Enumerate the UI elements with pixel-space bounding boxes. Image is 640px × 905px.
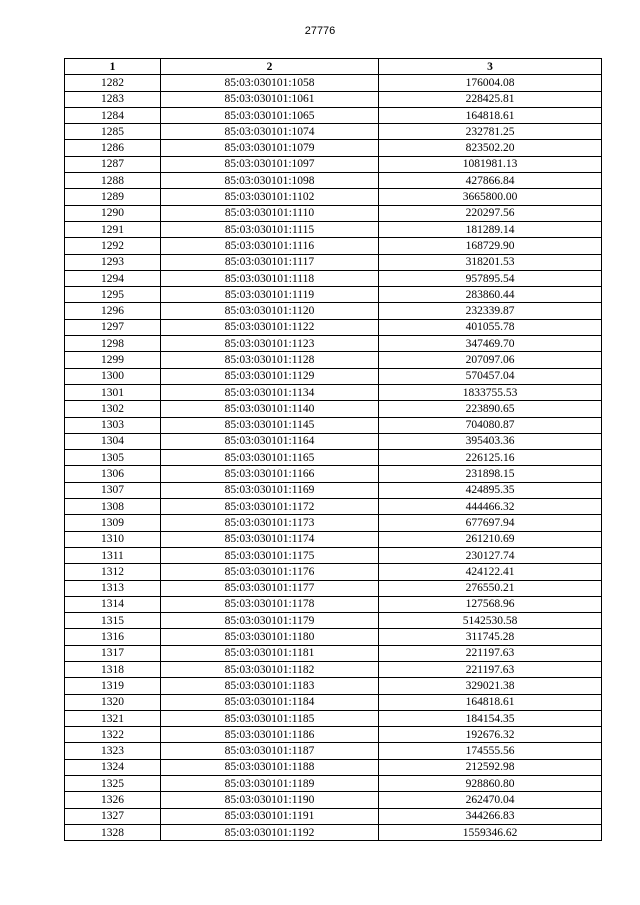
cadastral-number-cell: 85:03:030101:1182 [161, 661, 379, 677]
cadastral-number-cell: 85:03:030101:1061 [161, 91, 379, 107]
table-row [65, 401, 602, 417]
table-row [65, 238, 602, 254]
cadastral-number-cell: 85:03:030101:1120 [161, 303, 379, 319]
cadastral-number-cell: 85:03:030101:1110 [161, 205, 379, 221]
cadastral-number-cell: 85:03:030101:1134 [161, 384, 379, 400]
row-number-cell: 1309 [65, 515, 161, 531]
value-cell: 192676.32 [379, 727, 602, 743]
value-cell: 261210.69 [379, 531, 602, 547]
value-cell: 570457.04 [379, 368, 602, 384]
value-cell: 427866.84 [379, 173, 602, 189]
table-row [65, 710, 602, 726]
row-number-cell: 1323 [65, 743, 161, 759]
value-cell: 232339.87 [379, 303, 602, 319]
table-row [65, 645, 602, 661]
table-row [65, 384, 602, 400]
cadastral-number-cell: 85:03:030101:1098 [161, 173, 379, 189]
value-cell: 283860.44 [379, 287, 602, 303]
cadastral-number-cell: 85:03:030101:1178 [161, 596, 379, 612]
table-row [65, 743, 602, 759]
table-row [65, 629, 602, 645]
value-cell: 164818.61 [379, 107, 602, 123]
cadastral-number-cell: 85:03:030101:1097 [161, 156, 379, 172]
value-cell: 424122.41 [379, 564, 602, 580]
cadastral-number-cell: 85:03:030101:1118 [161, 270, 379, 286]
value-cell: 3665800.00 [379, 189, 602, 205]
table-row [65, 319, 602, 335]
cadastral-number-cell: 85:03:030101:1192 [161, 824, 379, 840]
table-row [65, 303, 602, 319]
table-row [65, 482, 602, 498]
value-cell: 184154.35 [379, 710, 602, 726]
value-cell: 1833755.53 [379, 384, 602, 400]
table-row [65, 287, 602, 303]
row-number-cell: 1317 [65, 645, 161, 661]
value-cell: 311745.28 [379, 629, 602, 645]
table-row [65, 547, 602, 563]
table-row [65, 433, 602, 449]
row-number-cell: 1308 [65, 499, 161, 515]
cadastral-number-cell: 85:03:030101:1175 [161, 547, 379, 563]
table-body [65, 75, 602, 841]
row-number-cell: 1296 [65, 303, 161, 319]
value-cell: 221197.63 [379, 661, 602, 677]
value-cell: 704080.87 [379, 417, 602, 433]
row-number-cell: 1327 [65, 808, 161, 824]
value-cell: 168729.90 [379, 238, 602, 254]
cadastral-number-cell: 85:03:030101:1116 [161, 238, 379, 254]
table-row [65, 466, 602, 482]
value-cell: 1559346.62 [379, 824, 602, 840]
cadastral-number-cell: 85:03:030101:1183 [161, 678, 379, 694]
row-number-cell: 1292 [65, 238, 161, 254]
value-cell: 164818.61 [379, 694, 602, 710]
row-number-cell: 1287 [65, 156, 161, 172]
cadastral-number-cell: 85:03:030101:1169 [161, 482, 379, 498]
value-cell: 226125.16 [379, 450, 602, 466]
cadastral-number-cell: 85:03:030101:1165 [161, 450, 379, 466]
row-number-cell: 1284 [65, 107, 161, 123]
row-number-cell: 1294 [65, 270, 161, 286]
cadastral-number-cell: 85:03:030101:1185 [161, 710, 379, 726]
table-row [65, 450, 602, 466]
row-number-cell: 1312 [65, 564, 161, 580]
row-number-cell: 1304 [65, 433, 161, 449]
value-cell: 220297.56 [379, 205, 602, 221]
table-row [65, 678, 602, 694]
cadastral-number-cell: 85:03:030101:1119 [161, 287, 379, 303]
value-cell: 928860.80 [379, 776, 602, 792]
cadastral-number-cell: 85:03:030101:1115 [161, 221, 379, 237]
row-number-cell: 1288 [65, 173, 161, 189]
header-col-1: 1 [65, 59, 161, 75]
value-cell: 231898.15 [379, 466, 602, 482]
row-number-cell: 1310 [65, 531, 161, 547]
cadastral-number-cell: 85:03:030101:1140 [161, 401, 379, 417]
row-number-cell: 1321 [65, 710, 161, 726]
row-number-cell: 1298 [65, 336, 161, 352]
cadastral-number-cell: 85:03:030101:1173 [161, 515, 379, 531]
cadastral-number-cell: 85:03:030101:1180 [161, 629, 379, 645]
cadastral-number-cell: 85:03:030101:1189 [161, 776, 379, 792]
row-number-cell: 1299 [65, 352, 161, 368]
value-cell: 262470.04 [379, 792, 602, 808]
cadastral-number-cell: 85:03:030101:1190 [161, 792, 379, 808]
table-row [65, 205, 602, 221]
cadastral-number-cell: 85:03:030101:1181 [161, 645, 379, 661]
header-row [65, 59, 602, 75]
data-table [64, 58, 602, 841]
value-cell: 5142530.58 [379, 613, 602, 629]
value-cell: 127568.96 [379, 596, 602, 612]
cadastral-number-cell: 85:03:030101:1179 [161, 613, 379, 629]
row-number-cell: 1328 [65, 824, 161, 840]
cadastral-number-cell: 85:03:030101:1129 [161, 368, 379, 384]
row-number-cell: 1297 [65, 319, 161, 335]
row-number-cell: 1313 [65, 580, 161, 596]
row-number-cell: 1311 [65, 547, 161, 563]
table-row [65, 189, 602, 205]
cadastral-number-cell: 85:03:030101:1058 [161, 75, 379, 91]
value-cell: 228425.81 [379, 91, 602, 107]
value-cell: 221197.63 [379, 645, 602, 661]
value-cell: 444466.32 [379, 499, 602, 515]
table-row [65, 661, 602, 677]
row-number-cell: 1286 [65, 140, 161, 156]
table-row [65, 75, 602, 91]
cadastral-number-cell: 85:03:030101:1123 [161, 336, 379, 352]
table-row [65, 694, 602, 710]
value-cell: 232781.25 [379, 124, 602, 140]
table-row [65, 613, 602, 629]
cadastral-number-cell: 85:03:030101:1128 [161, 352, 379, 368]
value-cell: 677697.94 [379, 515, 602, 531]
row-number-cell: 1305 [65, 450, 161, 466]
value-cell: 401055.78 [379, 319, 602, 335]
row-number-cell: 1325 [65, 776, 161, 792]
value-cell: 395403.36 [379, 433, 602, 449]
value-cell: 181289.14 [379, 221, 602, 237]
table-row [65, 336, 602, 352]
table-row [65, 221, 602, 237]
table-row [65, 91, 602, 107]
value-cell: 347469.70 [379, 336, 602, 352]
cadastral-number-cell: 85:03:030101:1102 [161, 189, 379, 205]
row-number-cell: 1300 [65, 368, 161, 384]
table-row [65, 254, 602, 270]
row-number-cell: 1301 [65, 384, 161, 400]
cadastral-number-cell: 85:03:030101:1191 [161, 808, 379, 824]
header-col-3: 3 [379, 59, 602, 75]
table-header [65, 59, 602, 75]
row-number-cell: 1324 [65, 759, 161, 775]
cadastral-number-cell: 85:03:030101:1184 [161, 694, 379, 710]
cadastral-number-cell: 85:03:030101:1172 [161, 499, 379, 515]
row-number-cell: 1322 [65, 727, 161, 743]
row-number-cell: 1303 [65, 417, 161, 433]
table-row [65, 776, 602, 792]
cadastral-number-cell: 85:03:030101:1145 [161, 417, 379, 433]
row-number-cell: 1320 [65, 694, 161, 710]
row-number-cell: 1314 [65, 596, 161, 612]
value-cell: 823502.20 [379, 140, 602, 156]
table-row [65, 270, 602, 286]
row-number-cell: 1302 [65, 401, 161, 417]
cadastral-number-cell: 85:03:030101:1187 [161, 743, 379, 759]
table-row [65, 727, 602, 743]
cadastral-number-cell: 85:03:030101:1065 [161, 107, 379, 123]
value-cell: 223890.65 [379, 401, 602, 417]
cadastral-number-cell: 85:03:030101:1122 [161, 319, 379, 335]
table-row [65, 140, 602, 156]
row-number-cell: 1326 [65, 792, 161, 808]
table-row [65, 759, 602, 775]
table-row [65, 352, 602, 368]
table-row [65, 417, 602, 433]
row-number-cell: 1289 [65, 189, 161, 205]
row-number-cell: 1316 [65, 629, 161, 645]
value-cell: 344266.83 [379, 808, 602, 824]
value-cell: 424895.35 [379, 482, 602, 498]
row-number-cell: 1291 [65, 221, 161, 237]
value-cell: 207097.06 [379, 352, 602, 368]
table-row [65, 792, 602, 808]
table-row [65, 107, 602, 123]
table-row [65, 156, 602, 172]
row-number-cell: 1295 [65, 287, 161, 303]
table-row [65, 173, 602, 189]
value-cell: 329021.38 [379, 678, 602, 694]
cadastral-number-cell: 85:03:030101:1079 [161, 140, 379, 156]
table-row [65, 824, 602, 840]
value-cell: 276550.21 [379, 580, 602, 596]
cadastral-number-cell: 85:03:030101:1117 [161, 254, 379, 270]
cadastral-number-cell: 85:03:030101:1166 [161, 466, 379, 482]
table-row [65, 808, 602, 824]
header-col-2: 2 [161, 59, 379, 75]
table-row [65, 124, 602, 140]
value-cell: 1081981.13 [379, 156, 602, 172]
row-number-cell: 1306 [65, 466, 161, 482]
cadastral-number-cell: 85:03:030101:1176 [161, 564, 379, 580]
table-row [65, 531, 602, 547]
row-number-cell: 1285 [65, 124, 161, 140]
value-cell: 212592.98 [379, 759, 602, 775]
table-row [65, 564, 602, 580]
cadastral-number-cell: 85:03:030101:1186 [161, 727, 379, 743]
cadastral-number-cell: 85:03:030101:1177 [161, 580, 379, 596]
cadastral-number-cell: 85:03:030101:1164 [161, 433, 379, 449]
row-number-cell: 1319 [65, 678, 161, 694]
row-number-cell: 1290 [65, 205, 161, 221]
row-number-cell: 1282 [65, 75, 161, 91]
value-cell: 176004.08 [379, 75, 602, 91]
row-number-cell: 1293 [65, 254, 161, 270]
table-row [65, 368, 602, 384]
row-number-cell: 1283 [65, 91, 161, 107]
cadastral-number-cell: 85:03:030101:1174 [161, 531, 379, 547]
cadastral-number-cell: 85:03:030101:1188 [161, 759, 379, 775]
row-number-cell: 1307 [65, 482, 161, 498]
value-cell: 957895.54 [379, 270, 602, 286]
value-cell: 230127.74 [379, 547, 602, 563]
value-cell: 174555.56 [379, 743, 602, 759]
row-number-cell: 1318 [65, 661, 161, 677]
table-row [65, 499, 602, 515]
value-cell: 318201.53 [379, 254, 602, 270]
table-row [65, 580, 602, 596]
table-row [65, 515, 602, 531]
cadastral-number-cell: 85:03:030101:1074 [161, 124, 379, 140]
page-number: 27776 [304, 25, 336, 37]
row-number-cell: 1315 [65, 613, 161, 629]
table-row [65, 596, 602, 612]
